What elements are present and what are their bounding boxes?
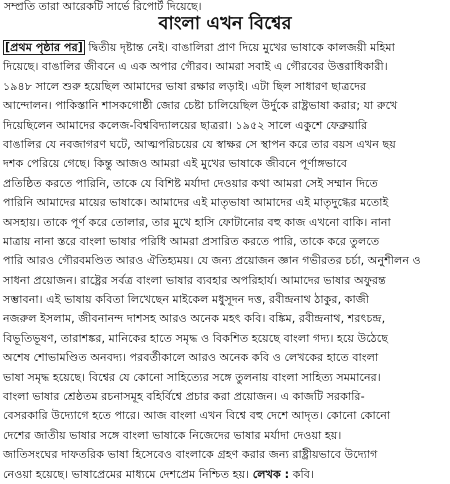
- body-line: জাতিসংঘের দাফতরিক ভাষা হিসেবেও বাংলাকে গ্রহণ করার জন্য রাষ্ট্রীয়ভাবে উদ্যোগ: [3, 448, 378, 462]
- body-line: বাংলা ভাষার শ্রেষ্ঠতম রচনাসমূহ বহির্বিশ্বে প্রচার করা প্রয়োজন। এ কাজটি সরকারি-: [3, 390, 365, 404]
- continued-from-label: [প্রথম পৃষ্ঠার পর]: [5, 41, 83, 54]
- body-line: নজরুল ইসলাম, জীবনানন্দ দাশসহ আরও অনেক মহৎ কবি। বঙ্কিম, রবীন্দ্রনাথ, শরৎচন্দ্র,: [3, 312, 386, 326]
- body-line: দিয়েছে। বাঙালির জীবনে এ এক অপার গৌরব। আমরা সবাই এ গৌরবের উত্তরাধিকারী।: [3, 60, 388, 74]
- body-line-text: নেওয়া হয়েছে। ভাষাপ্রেমের মাধ্যমে দেশপ্রেম নিশ্চিত হয়।: [3, 467, 250, 481]
- body-line: ভাষা সমৃদ্ধ হয়েছে। বিশ্বের যে কোনো সাহিত্যের সঙ্গে তুলনায় বাংলা সাহিত্য সমমানের।: [3, 370, 381, 384]
- body-line: দেশের জাতীয় ভাষার সঙ্গে বাংলা ভাষাকে নিজেদের ভাষার মর্যাদা দেওয়া হয়।: [3, 428, 342, 442]
- body-line: সাধনা প্রয়োজন। রাষ্ট্রের সর্বত্র বাংলা ভাষার ব্যবহার অপরিহার্য। আমাদের ভাষার অফুরন্ত: [3, 273, 386, 287]
- body-line: সম্ভাবনা। এই ভাষায় কবিতা লিখেছেন মাইকেল মধুসূদন দত্ত, রবীন্দ্রনাথ ঠাকুর, কাজী: [3, 293, 369, 307]
- byline-label: লেখক :: [252, 467, 290, 481]
- body-line: বেসরকারি উদ্যোগে হতে পারে। আজ বাংলা এখন বিশ্বে বহু দেশে আদৃত। কোনো কোনো: [3, 409, 391, 423]
- body-line: পারি আরও গৌরবমণ্ডিত আরও ঐতিহ্যময়। যে জন্য প্রয়োজন জ্ঞান গভীরতর চর্চা, অনুশীলন ও: [3, 254, 421, 268]
- body-line-last: [3, 465, 447, 484]
- body-line-text: দ্বিতীয় দৃষ্টান্ত নেই। বাঙালিরা প্রাণ দিয়ে মুখের ভাষাকে কালজয়ী মহিমা: [88, 41, 395, 54]
- body-line: দিয়েছিলেন আমাদের কলেজ-বিশ্ববিদ্যালয়ের ছাত্ররা। ১৯৫২ সালে একুশে ফেব্রুয়ারি: [3, 118, 368, 132]
- previous-article-tail: সম্প্রতি তারা আরেকটি সার্ভে রিপোর্ট দিয়েছে।: [4, 0, 202, 13]
- body-line: আন্দোলন। পাকিস্তানি শাসকগোষ্ঠী জোর চেষ্টা চালিয়েছিল উর্দুকে রাষ্ট্রভাষা করার; যা রুখে: [3, 99, 398, 113]
- article-headline: বাংলা এখন বিশ্বের: [158, 13, 292, 34]
- body-line: বিভূতিভূষণ, তারাশঙ্কর, মানিকের হাতে সমৃদ্ধ ও বিকশিত হয়েছে বাংলা গদ্য। হয়ে উঠেছে: [3, 331, 388, 345]
- byline-value: কবি।: [292, 467, 314, 481]
- body-line: প্রতিষ্ঠিত করতে পারিনি, তাকে যে বিশিষ্ট মর্যাদা দেওয়ার কথা আমরা সেই সম্মান দিতে: [3, 176, 378, 190]
- body-line: দশক পেরিয়ে গেছে। কিন্তু আজও আমরা এই মুখের ভাষাকে জীবনে পূর্ণাঙ্গভাবে: [3, 157, 348, 171]
- body-line: মাত্রায় নানা স্তরে বাংলা ভাষার পরিধি আমরা প্রসারিত করতে পারি, তাকে করে তুলতে: [3, 234, 380, 248]
- body-line: [3, 38, 447, 57]
- article-body: [3, 38, 447, 484]
- body-line: পারিনি আমাদের মায়ের ভাষাকে। আমাদের এই মাতৃভাষা আমাদের এই মাতৃদুগ্ধের মতোই: [3, 196, 389, 210]
- body-line: ১৯৪৮ সালে শুরু হয়েছিল আমাদের ভাষা রক্ষার লড়াই। এটা ছিল সাধারণ ছাত্রদের: [3, 79, 367, 93]
- body-line: অশেষ শোভামণ্ডিত অনবদ্য। পরবর্তীকালে আরও অনেক কবি ও লেখকের হাতে বাংলা: [3, 351, 379, 365]
- body-line: বাঙালির যে নবজাগরণ ঘটে, আত্মপরিচয়ের যে স্বাক্ষর সে স্থাপন করে তার বয়স এখন ছয়: [3, 137, 396, 151]
- body-line: অসহায়। তাকে পূর্ণ করে তোলার, তার মুখে হাসি ফোটানোর বহু কাজ এখনো বাকি। নানা: [3, 215, 391, 229]
